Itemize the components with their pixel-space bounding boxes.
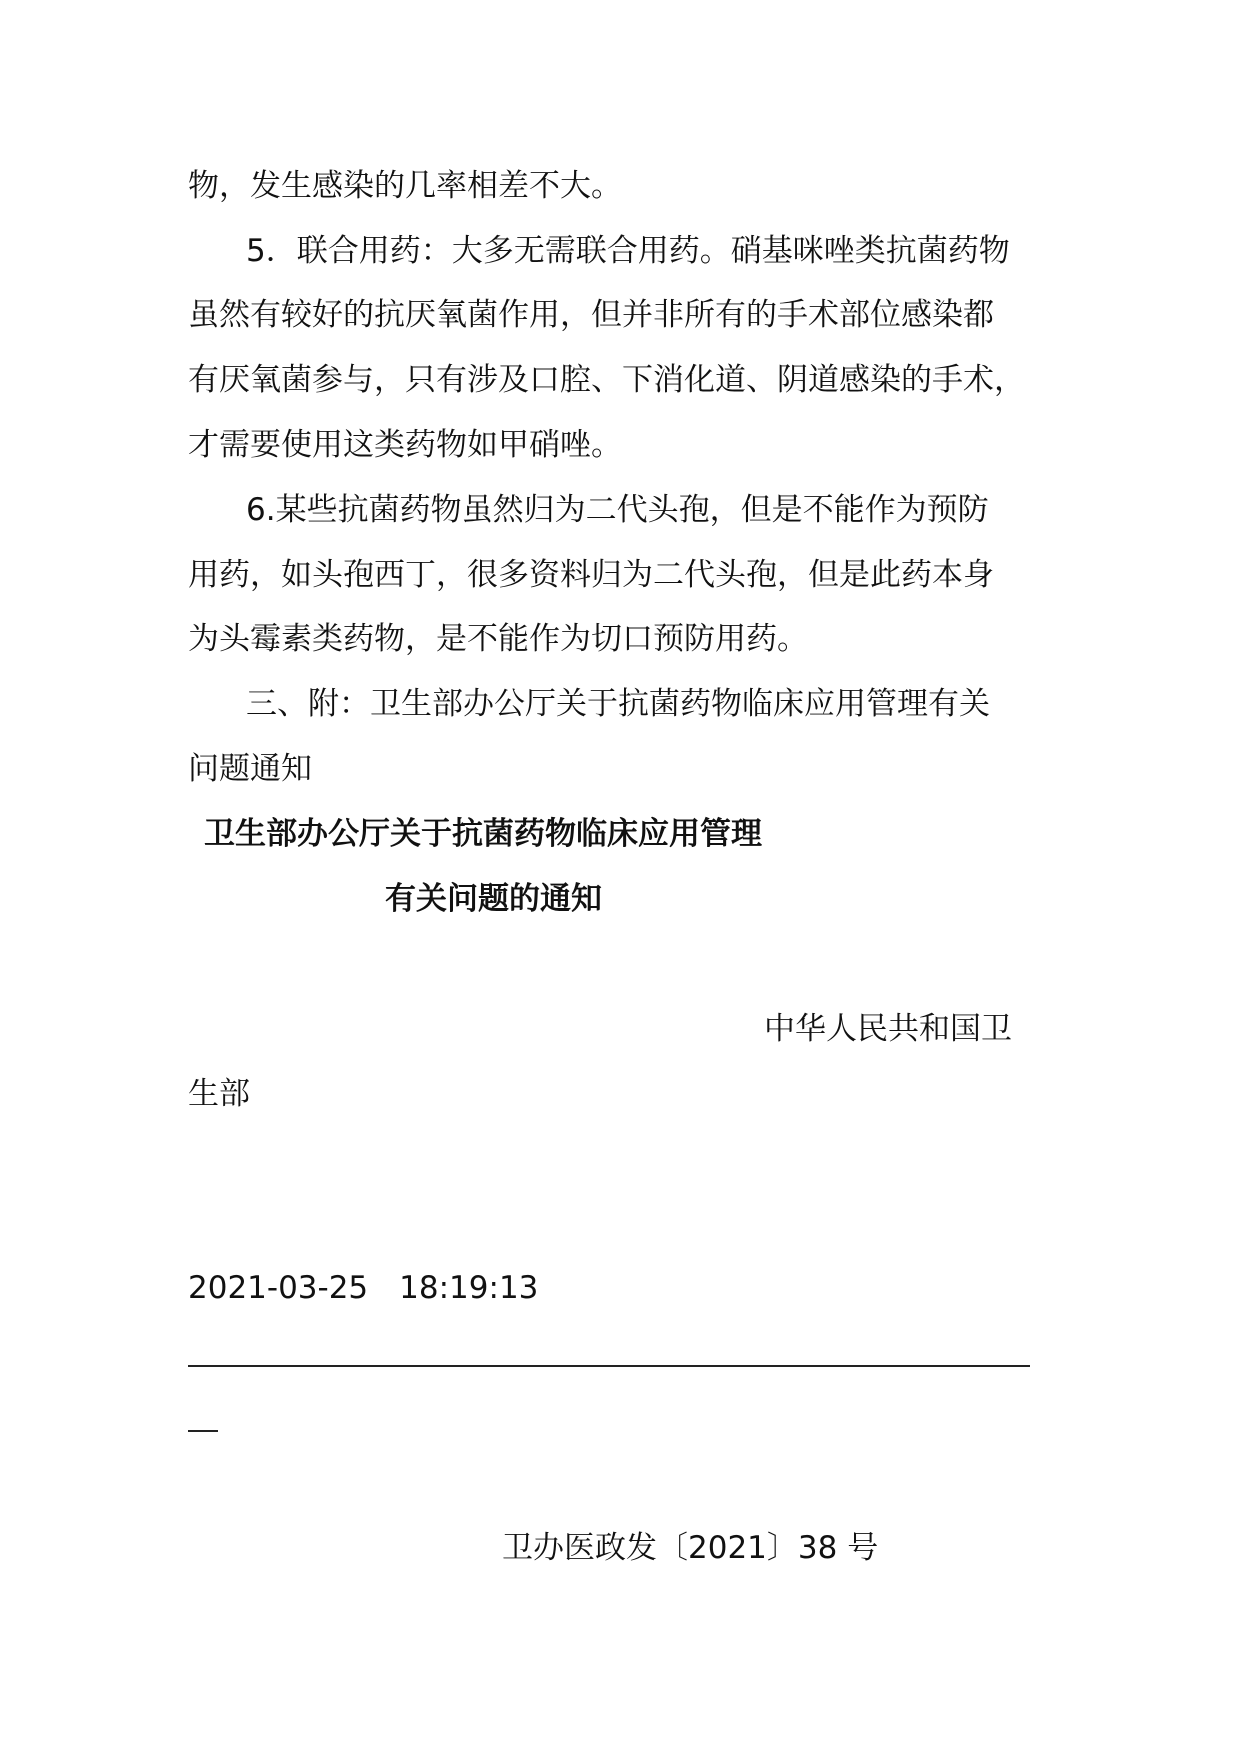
paragraph-line-4: 有厌氧菌参与，只有涉及口腔、下消化道、阴道感染的手术， [188, 362, 1025, 398]
notice-title-line-1: 卫生部办公厅关于抗菌药物临床应用管理 [204, 816, 762, 852]
paragraph-line-9: 三、附：卫生部办公厅关于抗菌药物临床应用管理有关 [246, 686, 990, 722]
paragraph-line-10: 问题通知 [188, 751, 312, 787]
separator-line [188, 1365, 1030, 1367]
paragraph-line-6: 6.某些抗菌药物虽然归为二代头孢，但是不能作为预防 [246, 492, 989, 528]
paragraph-line-5: 才需要使用这类药物如甲硝唑。 [188, 427, 622, 463]
separator-line-wrap [188, 1430, 218, 1432]
notice-title-line-2: 有关问题的通知 [385, 881, 602, 917]
paragraph-line-1: 物，发生感染的几率相差不大。 [188, 168, 622, 204]
document-number: 卫办医政发〔2021〕38 号 [502, 1530, 879, 1566]
paragraph-line-2: 5．联合用药：大多无需联合用药。硝基咪唑类抗菌药物 [246, 233, 1010, 269]
paragraph-line-3: 虽然有较好的抗厌氧菌作用，但并非所有的手术部位感染都 [188, 297, 994, 333]
timestamp: 2021-03-25 18:19:13 [188, 1270, 539, 1306]
issuer-line-2: 生部 [188, 1076, 250, 1112]
paragraph-line-7: 用药，如头孢西丁，很多资料归为二代头孢，但是此药本身 [188, 557, 994, 593]
issuer-line-1: 中华人民共和国卫 [764, 1011, 1012, 1047]
paragraph-line-8: 为头霉素类药物，是不能作为切口预防用药。 [188, 621, 808, 657]
